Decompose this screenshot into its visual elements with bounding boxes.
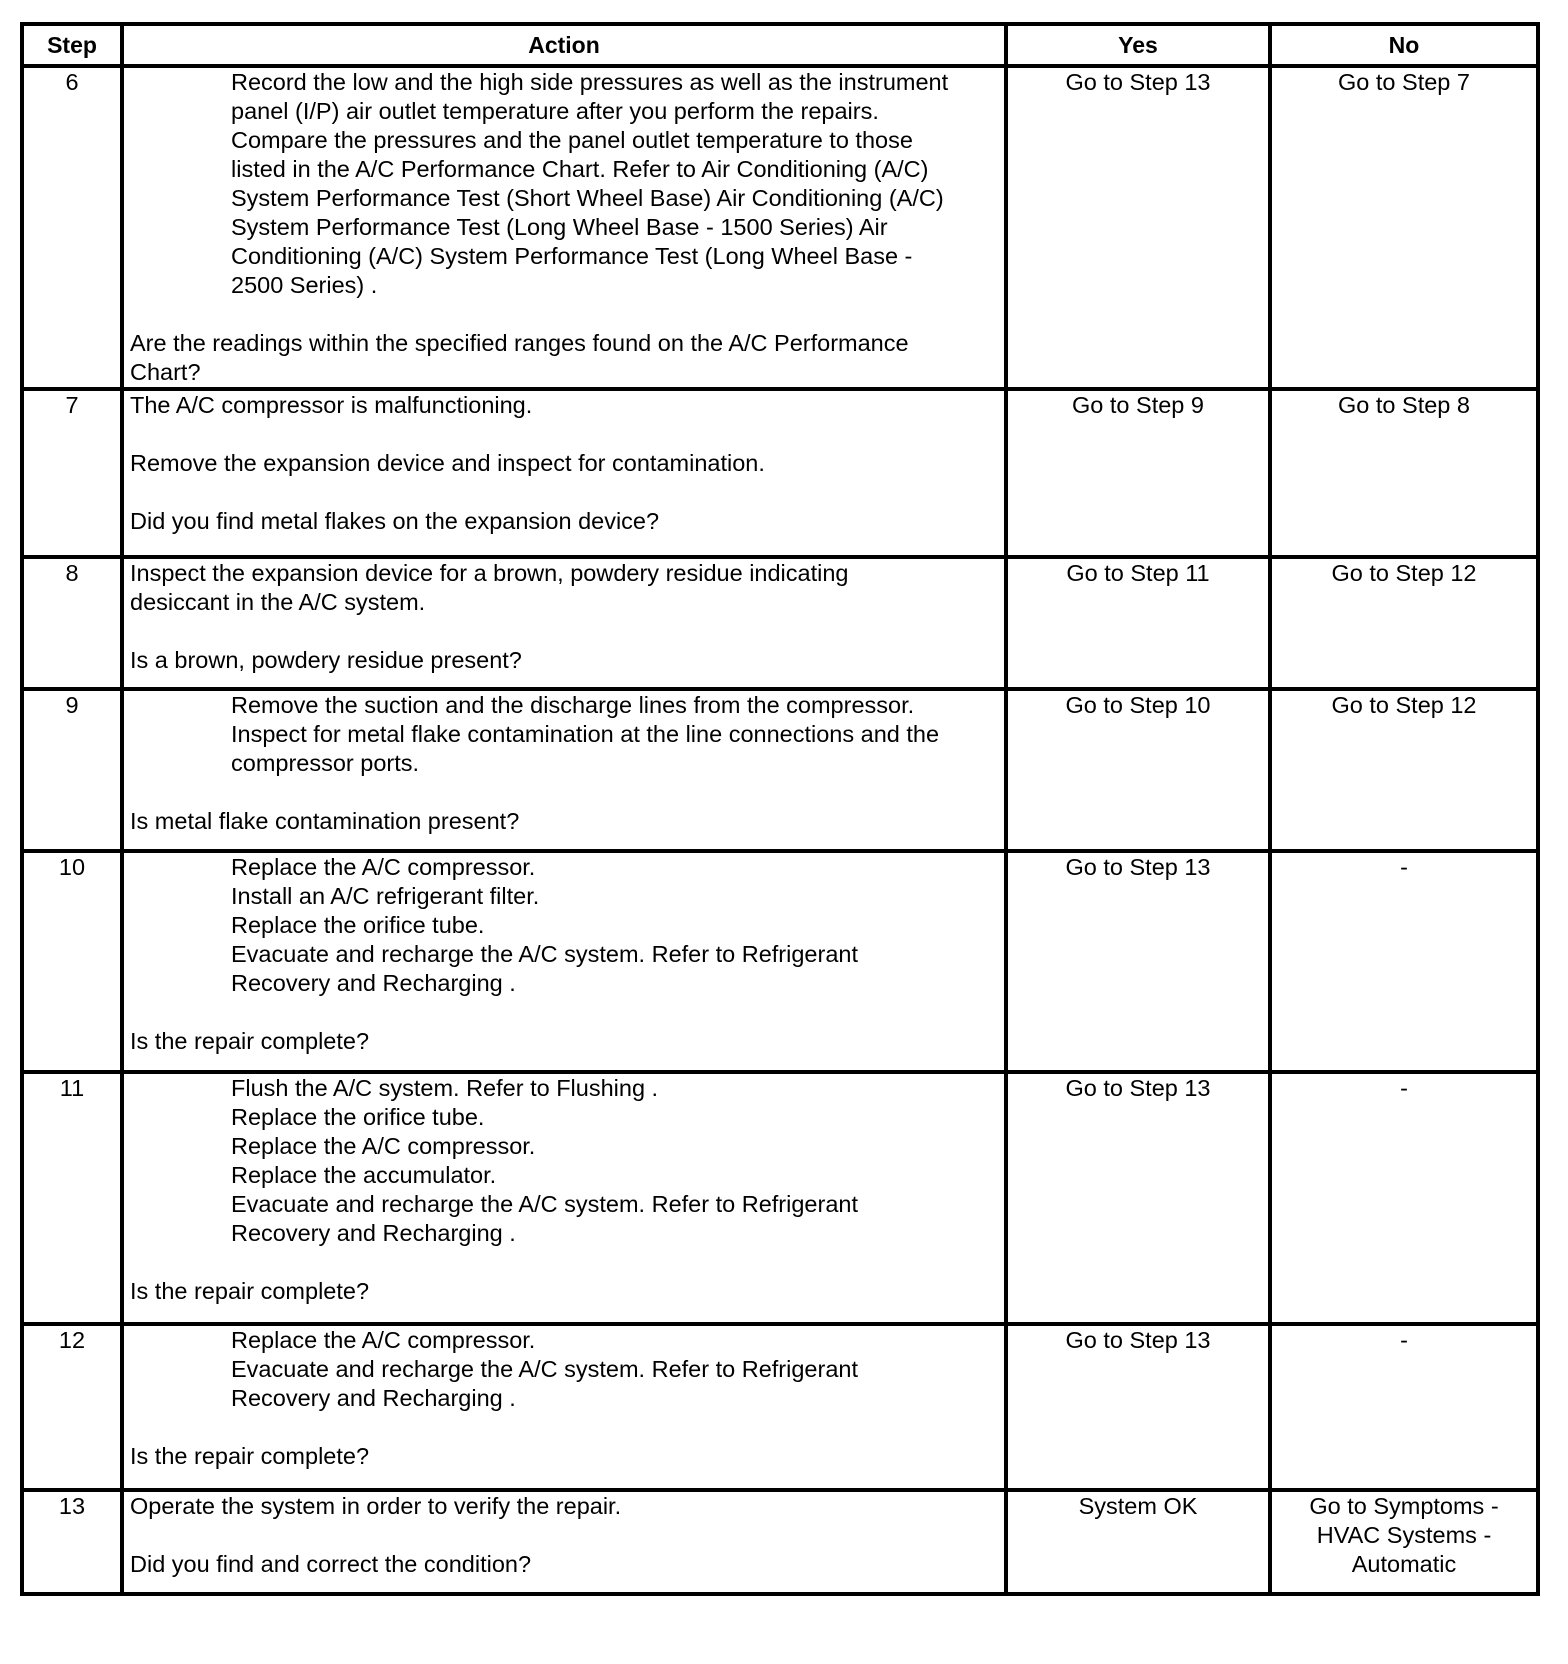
action-steps xyxy=(130,1326,998,1413)
action-line: Install an A/C refrigerant filter. xyxy=(231,883,540,909)
action-line: panel (I/P) air outlet temperature after you perform the repairs. xyxy=(231,98,879,124)
table-row xyxy=(22,557,1538,689)
action-line: Replace the orifice tube. xyxy=(231,1104,485,1130)
action-steps xyxy=(130,853,998,998)
action-line: Flush the A/C system. Refer to Flushing . xyxy=(231,1075,659,1101)
action-line: Conditioning (A/C) System Performance Test (Long Wheel Base - xyxy=(231,243,913,269)
action-line: The A/C compressor is malfunctioning. xyxy=(130,392,533,418)
action-steps xyxy=(130,691,998,778)
question: Did you find metal flakes on the expansion device? xyxy=(130,508,660,534)
action-line: Replace the A/C compressor. xyxy=(231,1327,536,1353)
step-number: 7 xyxy=(22,389,122,557)
no-result: Go to Step 12 xyxy=(1270,557,1538,689)
action-line: Evacuate and recharge the A/C system. Refer to Refrigerant xyxy=(231,941,858,967)
action-line: System Performance Test (Short Wheel Base) Air Conditioning (A/C) xyxy=(231,185,944,211)
no-result xyxy=(1270,1490,1538,1594)
action-line: Inspect the expansion device for a brown, powdery residue indicating xyxy=(130,560,849,586)
table-row xyxy=(22,66,1538,389)
action-line: Replace the A/C compressor. xyxy=(231,1133,536,1159)
yes-result: Go to Step 9 xyxy=(1006,389,1270,557)
yes-result: Go to Step 13 xyxy=(1006,851,1270,1072)
table-row xyxy=(22,689,1538,851)
no-result-line: Automatic xyxy=(1351,1551,1457,1577)
action-line: Recovery and Recharging . xyxy=(231,1385,516,1411)
step-number: 8 xyxy=(22,557,122,689)
no-result: - xyxy=(1270,1324,1538,1490)
action-line: Replace the accumulator. xyxy=(231,1162,497,1188)
question: Is the repair complete? xyxy=(130,1443,370,1469)
action-cell xyxy=(122,689,1006,851)
yes-result: Go to Step 10 xyxy=(1006,689,1270,851)
step-number: 12 xyxy=(22,1324,122,1490)
question: Is the repair complete? xyxy=(130,1278,370,1304)
action-cell xyxy=(122,389,1006,557)
action-line: Record the low and the high side pressures as well as the instrument xyxy=(231,69,949,95)
no-result: Go to Step 12 xyxy=(1270,689,1538,851)
table-row xyxy=(22,851,1538,1072)
table-row xyxy=(22,1324,1538,1490)
step-number: 9 xyxy=(22,689,122,851)
action-cell xyxy=(122,1324,1006,1490)
action-line: Compare the pressures and the panel outlet temperature to those xyxy=(231,127,913,153)
step-number: 10 xyxy=(22,851,122,1072)
header-yes: Yes xyxy=(1006,24,1270,66)
header-row xyxy=(22,24,1538,66)
table-row xyxy=(22,1490,1538,1594)
action-line: Evacuate and recharge the A/C system. Refer to Refrigerant xyxy=(231,1356,858,1382)
action-line: Remove the suction and the discharge lines from the compressor. xyxy=(231,692,915,718)
action-line: compressor ports. xyxy=(231,750,420,776)
action-cell xyxy=(122,1072,1006,1324)
no-result: Go to Step 7 xyxy=(1270,66,1538,389)
no-result: - xyxy=(1270,1072,1538,1324)
question-line: Chart? xyxy=(130,359,201,385)
yes-result: Go to Step 11 xyxy=(1006,557,1270,689)
action-line: Recovery and Recharging . xyxy=(231,1220,516,1246)
yes-result: System OK xyxy=(1006,1490,1270,1594)
question: Is metal flake contamination present? xyxy=(130,808,520,834)
diagnostic-table xyxy=(20,22,1540,1596)
step-number: 6 xyxy=(22,66,122,389)
yes-result: Go to Step 13 xyxy=(1006,1072,1270,1324)
step-number: 13 xyxy=(22,1490,122,1594)
action-line: listed in the A/C Performance Chart. Refer to Air Conditioning (A/C) xyxy=(231,156,929,182)
action-line: desiccant in the A/C system. xyxy=(130,589,426,615)
action-line: Evacuate and recharge the A/C system. Refer to Refrigerant xyxy=(231,1191,858,1217)
action-line: Replace the A/C compressor. xyxy=(231,854,536,880)
step-number: 11 xyxy=(22,1072,122,1324)
yes-result: Go to Step 13 xyxy=(1006,66,1270,389)
header-no: No xyxy=(1270,24,1538,66)
action-line: Operate the system in order to verify the repair. xyxy=(130,1493,622,1519)
question-line: Are the readings within the specified ranges found on the A/C Performance xyxy=(130,330,909,356)
table-row xyxy=(22,389,1538,557)
action-cell xyxy=(122,851,1006,1072)
question: Is a brown, powdery residue present? xyxy=(130,647,522,673)
no-result: Go to Step 8 xyxy=(1270,389,1538,557)
action-cell xyxy=(122,557,1006,689)
action-line: Recovery and Recharging . xyxy=(231,970,516,996)
no-result-line: HVAC Systems - xyxy=(1316,1522,1492,1548)
action-line: Replace the orifice tube. xyxy=(231,912,485,938)
question: Did you find and correct the condition? xyxy=(130,1551,532,1577)
no-result-line: Go to Symptoms - xyxy=(1309,1493,1499,1519)
question xyxy=(130,329,998,387)
no-result: - xyxy=(1270,851,1538,1072)
action-line: System Performance Test (Long Wheel Base - 1500 Series) Air xyxy=(231,214,888,240)
header-action: Action xyxy=(122,24,1006,66)
action-line: Remove the expansion device and inspect for contamination. xyxy=(130,450,765,476)
action-steps xyxy=(130,68,998,300)
table-row xyxy=(22,1072,1538,1324)
action-line: 2500 Series) . xyxy=(231,272,378,298)
action-cell xyxy=(122,1490,1006,1594)
action-line: Inspect for metal flake contamination at the line connections and the xyxy=(231,721,940,747)
header-step: Step xyxy=(22,24,122,66)
action-steps xyxy=(130,1074,998,1248)
yes-result: Go to Step 13 xyxy=(1006,1324,1270,1490)
action-cell xyxy=(122,66,1006,389)
question: Is the repair complete? xyxy=(130,1028,370,1054)
